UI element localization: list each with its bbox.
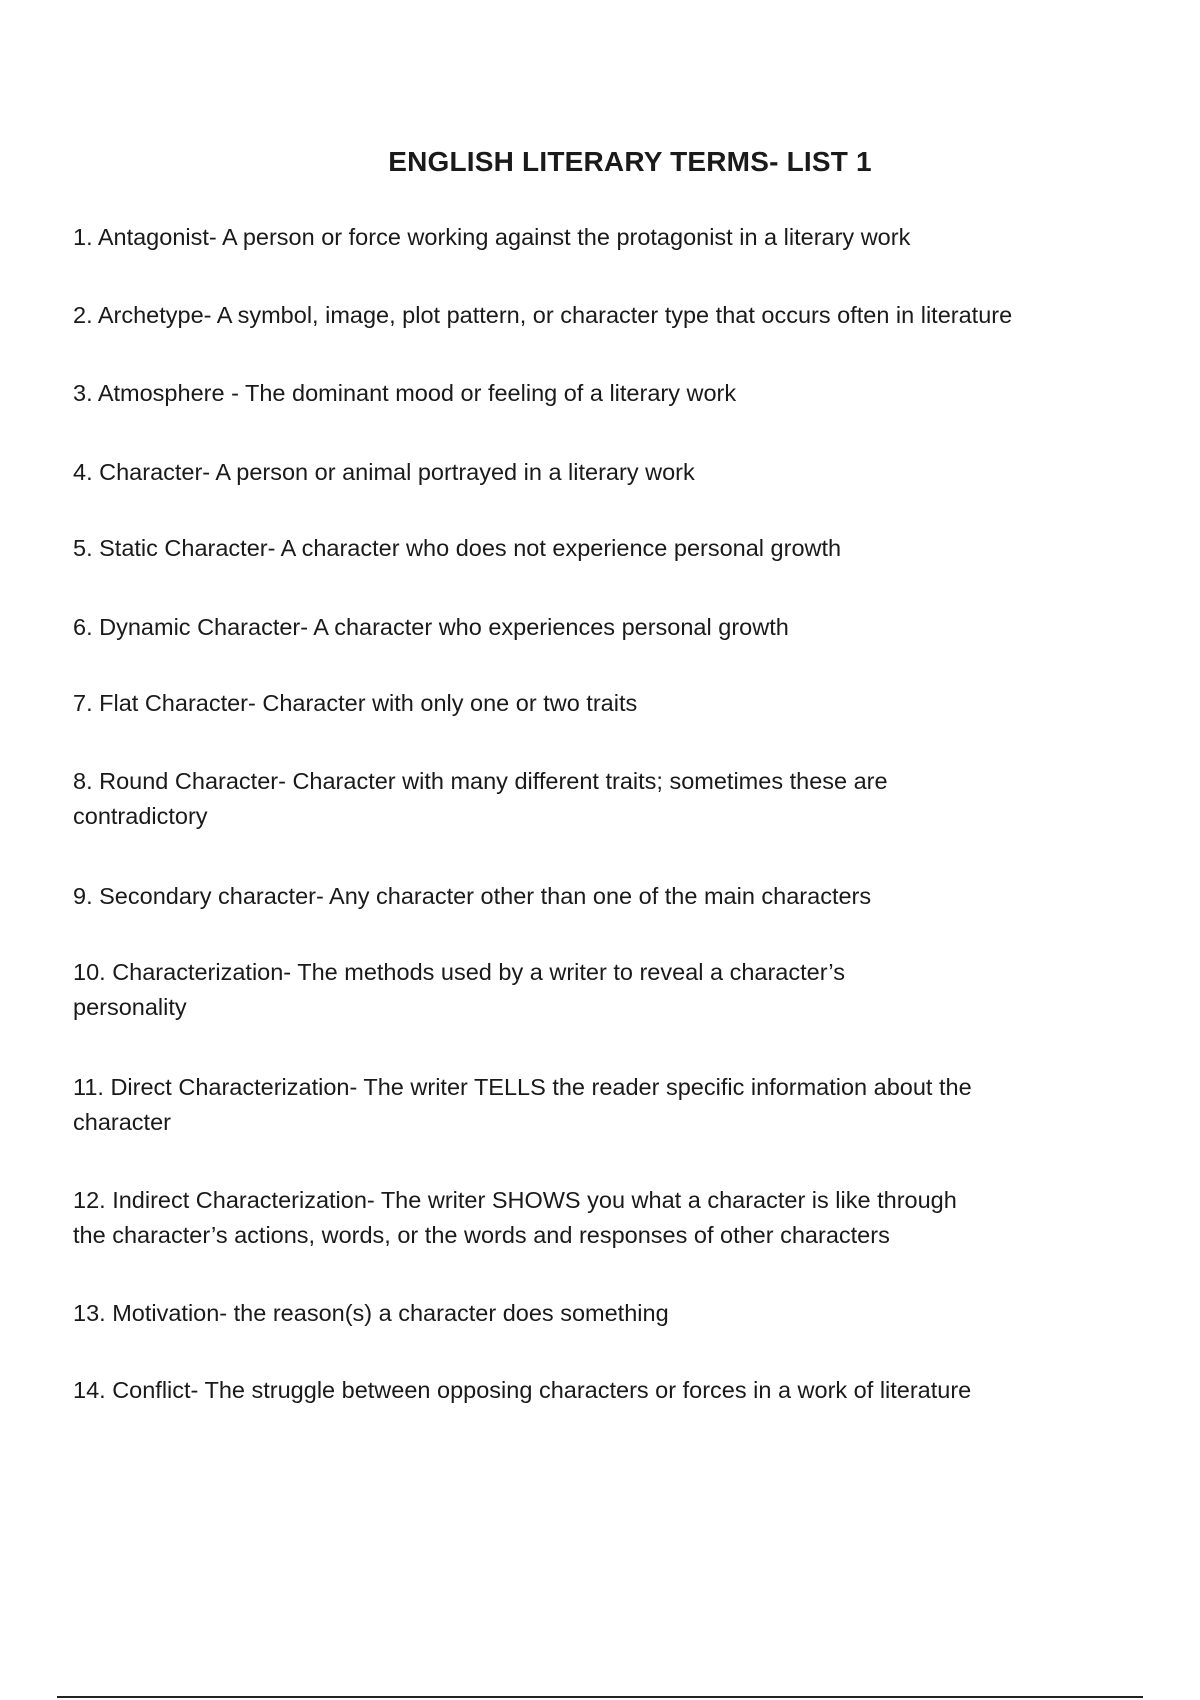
term-item-4: 4. Character- A person or animal portrayed in a literary work bbox=[73, 459, 695, 485]
page-title: ENGLISH LITERARY TERMS- LIST 1 bbox=[388, 146, 872, 177]
term-line: 10. Characterization- The methods used by a writer to reveal a character’s bbox=[73, 959, 845, 985]
term-item-10 bbox=[73, 955, 1143, 1025]
term-item-14: 14. Conflict- The struggle between opposing characters or forces in a work of literature bbox=[73, 1377, 972, 1403]
term-item-2: 2. Archetype- A symbol, image, plot pattern, or character type that occurs often in literature bbox=[73, 302, 1013, 328]
term-item-5: 5. Static Character- A character who does not experience personal growth bbox=[73, 535, 842, 561]
term-item-3: 3. Atmosphere - The dominant mood or feeling of a literary work bbox=[73, 380, 737, 406]
term-line: personality bbox=[73, 994, 187, 1020]
term-item-6: 6. Dynamic Character- A character who experiences personal growth bbox=[73, 614, 789, 640]
term-line: 11. Direct Characterization- The writer TELLS the reader specific information about the bbox=[73, 1074, 972, 1100]
term-line: 12. Indirect Characterization- The writer SHOWS you what a character is like through bbox=[73, 1187, 957, 1213]
term-line: character bbox=[73, 1109, 171, 1135]
term-item-12 bbox=[73, 1183, 1143, 1253]
term-item-9: 9. Secondary character- Any character other than one of the main characters bbox=[73, 883, 872, 909]
page-divider bbox=[57, 1696, 1143, 1698]
term-item-7: 7. Flat Character- Character with only one or two traits bbox=[73, 690, 638, 716]
term-item-13: 13. Motivation- the reason(s) a character does something bbox=[73, 1300, 669, 1326]
term-line: the character’s actions, words, or the words and responses of other characters bbox=[73, 1222, 890, 1248]
term-item-8 bbox=[73, 764, 1143, 834]
term-item-1: 1. Antagonist- A person or force working against the protagonist in a literary work bbox=[73, 224, 911, 250]
term-line: contradictory bbox=[73, 803, 208, 829]
term-line: 8. Round Character- Character with many different traits; sometimes these are bbox=[73, 768, 888, 794]
term-item-11 bbox=[73, 1070, 1143, 1140]
